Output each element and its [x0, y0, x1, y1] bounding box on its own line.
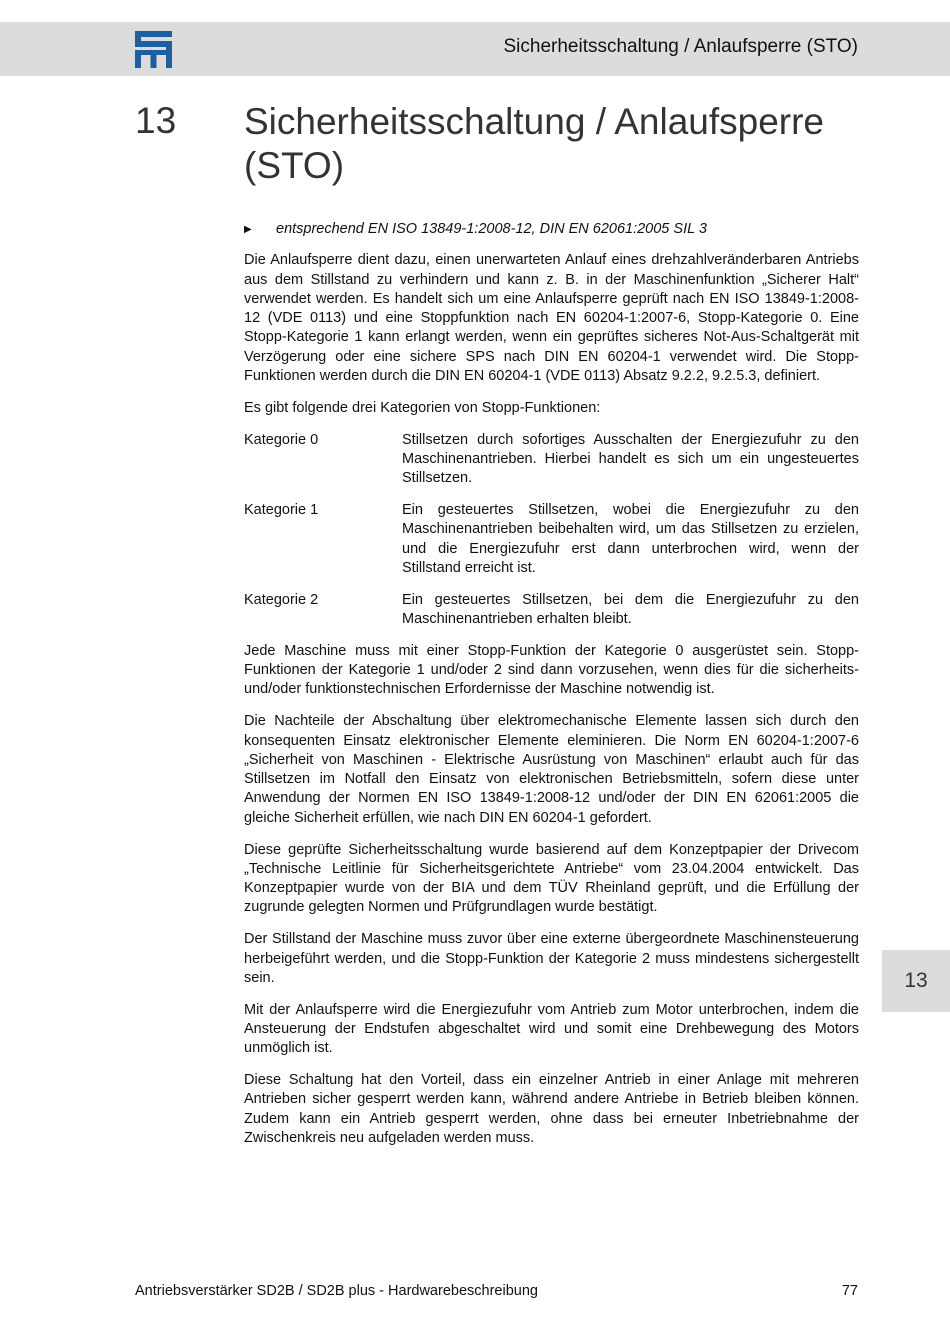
body-paragraph: Die Nachteile der Abschaltung über elektromechanische Elemente lassen sich durch den konsequenten Einsatz elektronischer Elemente eleminieren. Die Norm EN 60204-1:2007-6 „Sicherheit von Maschinen - Elektrische Ausrüstung von Maschinen“ erlaubt auch für das Stillsetzen im Notfall den Einsatz von elektronischen Betriebsmitteln, sofern diese unter Anwendung der Normen EN ISO 13849-1:2008-12 und/oder der DIN EN 62061:2005 die gleiche Sicherheit erfüllen, wie nach DIN EN 60204-1 gefordert. [244, 713, 859, 826]
category-description: Stillsetzen durch sofortiges Ausschalten der Energiezufuhr zu den Maschinenantrieben. Hierbei handelt es sich um ein ungesteuertes Stillsetzen. [402, 431, 859, 487]
footer-page-number: 77 [841, 1283, 858, 1299]
category-label: Kategorie 1 [244, 502, 319, 519]
triangle-bullet-icon: ▶ [244, 224, 252, 235]
standards-text: entsprechend EN ISO 13849-1:2008-12, DIN EN 62061:2005 SIL 3 [276, 221, 707, 237]
chapter-side-tab: 13 [882, 950, 950, 1012]
category-description: Ein gesteuertes Stillsetzen, wobei die Energiezufuhr zu den Maschinenantrieben beibehalten wird, um das Stillsetzen zu erzielen, und die Energiezufuhr erst dann unterbrochen wird, wenn der Stillstand erreicht ist. [402, 502, 859, 576]
category-row [244, 431, 859, 489]
chapter-title: Sicherheitsschaltung / Anlaufsperre (STO) [244, 101, 825, 186]
footer-document-title: Antriebsverstärker SD2B / SD2B plus - Hardwarebeschreibung [135, 1283, 538, 1299]
category-row [244, 501, 859, 578]
body-paragraph: Der Stillstand der Maschine muss zuvor über eine externe übergeordnete Maschinensteuerung herbeigeführt werden, und die Stopp-Funktion der Kategorie 2 muss mindestens sichergestellt sein. [244, 931, 859, 986]
body-paragraph: Mit der Anlaufsperre wird die Energiezufuhr vom Antrieb zum Motor unterbrochen, indem die Ansteuerung der Endstufen abgeschaltet wird und somit eine Drehbewegung des Motors unmöglich ist. [244, 1001, 859, 1057]
category-label: Kategorie 2 [244, 591, 319, 608]
body-paragraph: Jede Maschine muss mit einer Stopp-Funktion der Kategorie 0 ausgerüstet sein. Stopp-Funktionen der Kategorie 1 und/oder 2 sind dann vorzusehen, wenn dies für die sicherheits- und/oder funktionstechnischen Erfordernisse der Maschine notwendig ist. [244, 642, 859, 698]
intro-paragraph: Die Anlaufsperre dient dazu, einen unerwarteten Anlauf eines drehzahlveränderbaren Antriebs aus dem Stillstand zu verhindern und kann z. B. in der Maschinenfunktion „Sicherer Halt“ verwendet werden. Es handelt sich um eine Anlaufsperre geprüft nach EN ISO 13849-1:2008-12 (VDE 0113) und eine Stoppfunktion nach EN 60204-1:2007-6, Stopp-Kategorie 0. Eine Stopp-Kategorie 1 kann erlangt werden, wenn ein geprüftes sicheres Not-Aus-Schaltgerät mit Verzögerung oder eine sichere SPS nach DIN EN 60204-1 verwendet wird. Die Stopp-Funktionen werden durch die DIN EN 60204-1 (VDE 0113) Absatz 9.2.2, 9.2.5.3, definiert. [244, 252, 859, 385]
standards-bullet [244, 220, 859, 239]
company-logo [135, 31, 172, 68]
category-row [244, 591, 859, 630]
running-header-title: Sicherheitsschaltung / Anlaufsperre (STO) [503, 36, 858, 57]
body-paragraph: Diese geprüfte Sicherheitsschaltung wurde basierend auf dem Konzeptpapier der Drivecom „Technische Leitlinie für Sicherheitsgerichtete Antriebe“ vom 23.04.2004 entwickelt. Das Konzeptpapier wurde von der BIA und dem TÜV Rheinland geprüft, und die Erfüllung der zugrunde gelegten Normen und Prüfgrundlagen wurde bestätigt. [244, 841, 859, 916]
categories-intro: Es gibt folgende drei Kategorien von Stopp-Funktionen: [244, 399, 601, 416]
body-paragraph: Diese Schaltung hat den Vorteil, dass ein einzelner Antrieb in einer Anlage mit mehreren Antrieben sicher gesperrt werden kann, während andere Antriebe in Betrieb bleiben können. Zudem kann ein Antrieb gesperrt werden, ohne dass bei erneuter Inbetriebnahme der Zwischenkreis neu aufgeladen werden muss. [244, 1071, 859, 1146]
main-content [244, 220, 859, 1161]
category-label: Kategorie 0 [244, 431, 319, 448]
chapter-number: 13 [135, 100, 177, 141]
category-description: Ein gesteuertes Stillsetzen, bei dem die Energiezufuhr zu den Maschinenantrieben erhalten bleibt. [402, 591, 859, 628]
